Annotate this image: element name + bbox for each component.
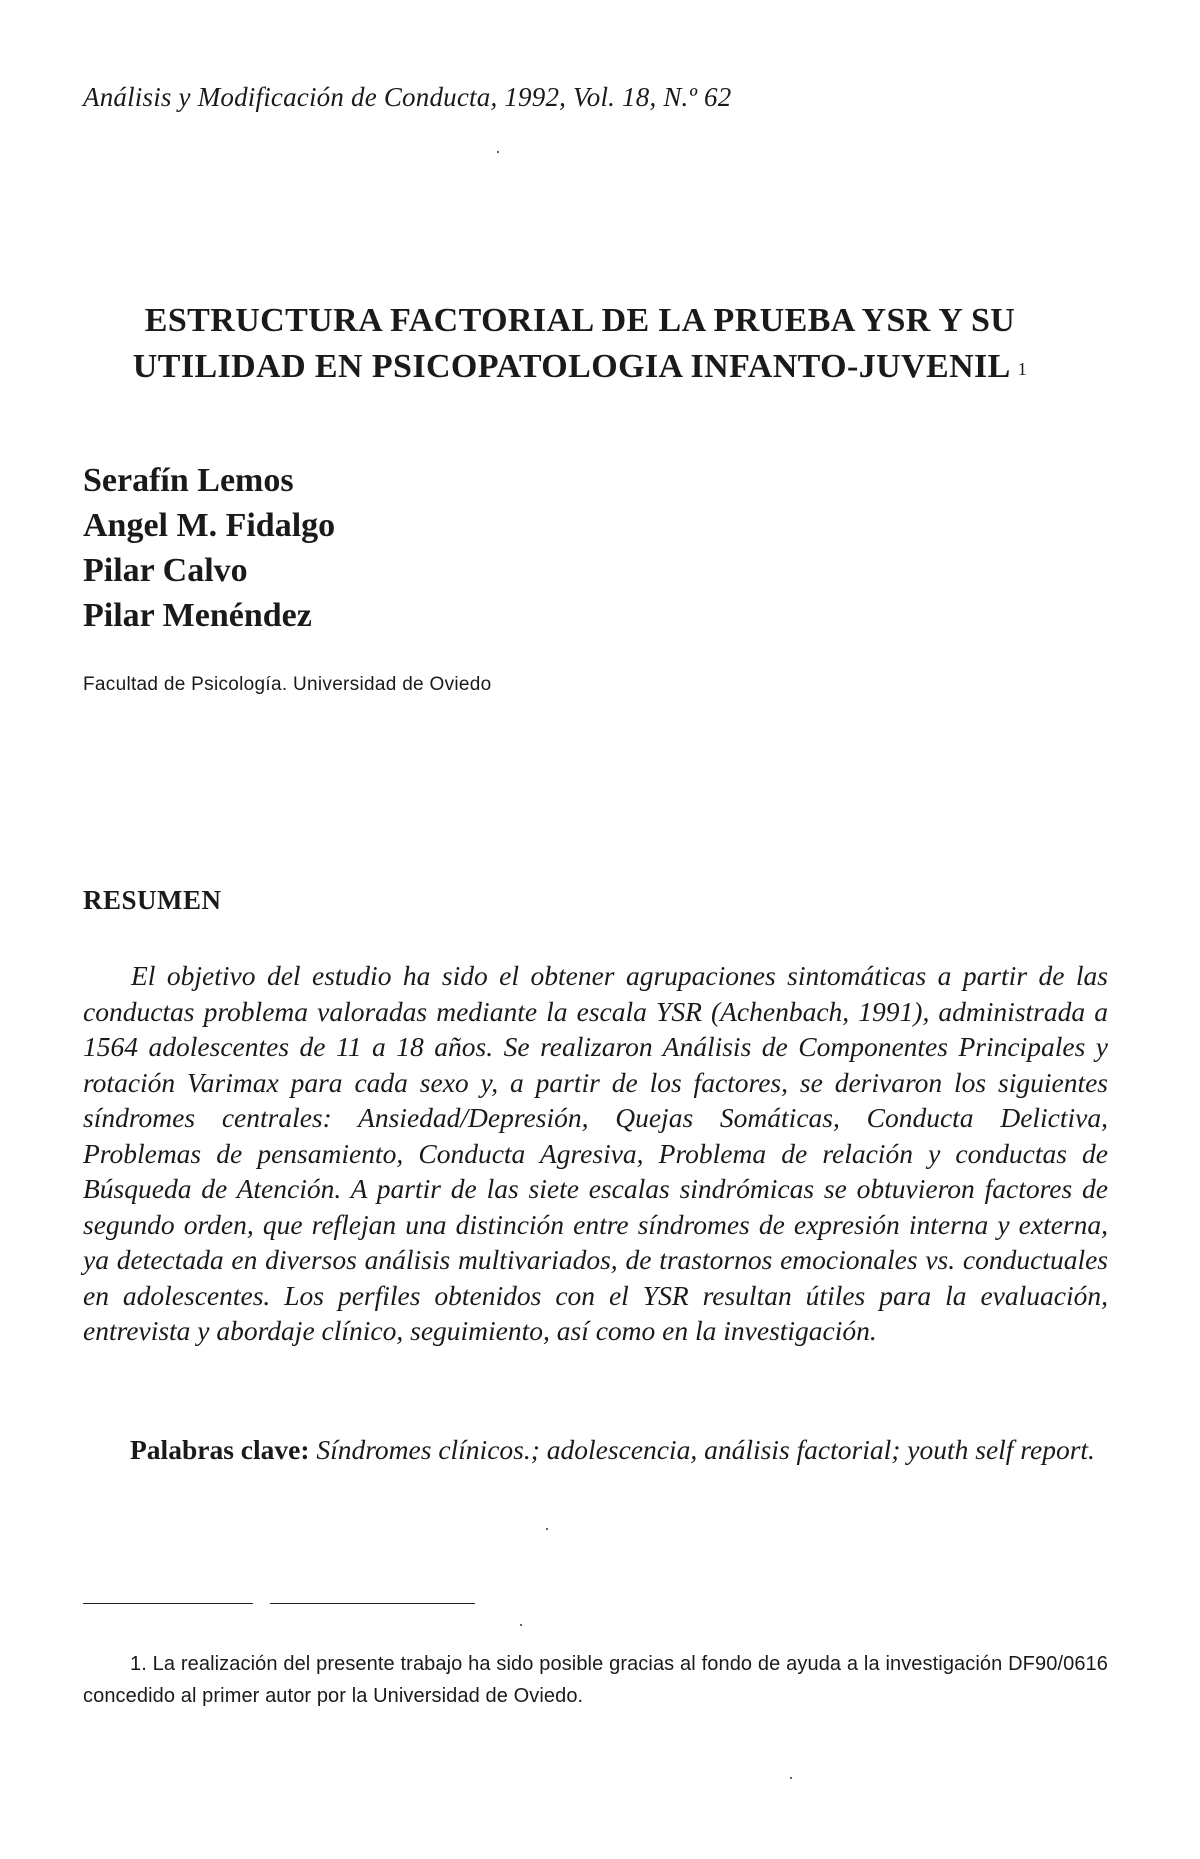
keywords-label: Palabras clave:: [130, 1434, 310, 1465]
author-name: Angel M. Fidalgo: [83, 507, 336, 544]
footnote-rule: [270, 1603, 475, 1604]
abstract-body: El objetivo del estudio ha sido el obtener agrupaciones sintomáticas a partir de las conductas problema valoradas mediante la escala YSR (Achenbach, 1991), administrada a 1564 adolescentes de 11 a 18 años. Se realizaron Análisis de Componentes Principales y rotación Varimax para cada sexo y, a partir de los factores, se derivaron los siguientes síndromes centrales: Ansiedad/Depresión, Quejas Somáticas, Conducta Delictiva, Problemas de pensamiento, Conducta Agresiva, Problema de relación y conductas de Búsqueda de Atención. A partir de las siete escalas sindrómicas se obtuvieron factores de segundo orden, que reflejan una distinción entre síndromes de expresión interna y externa, ya detectada en diversos análisis multivariados, de trastornos emocionales vs. conductuales en adolescentes. Los perfiles obtenidos con el YSR resultan útiles para la evaluación, entrevista y abordaje clínico, seguimiento, así como en la investigación.: [83, 960, 1108, 1346]
keywords: [83, 1432, 1108, 1468]
article-title: [60, 298, 1100, 390]
scan-speck: [497, 151, 499, 153]
scan-speck: [546, 1528, 548, 1530]
running-header: Análisis y Modificación de Conducta, 1992, Vol. 18, N.º 62: [83, 82, 732, 112]
author-name: Serafín Lemos: [83, 462, 294, 499]
author-list: [83, 458, 335, 638]
footnote-rule: [83, 1603, 253, 1604]
footnote: 1. La realización del presente trabajo ha sido posible gracias al fondo de ayuda a la investigación DF90/0616 concedido al primer autor por la Universidad de Oviedo.: [83, 1653, 1108, 1707]
scan-speck: [520, 1624, 522, 1626]
author-name: Pilar Calvo: [83, 552, 248, 589]
title-footnote-mark[interactable]: 1: [1017, 359, 1028, 379]
affiliation: Facultad de Psicología. Universidad de Oviedo: [83, 674, 492, 695]
title-line-2-text: UTILIDAD EN PSICOPATOLOGIA INFANTO-JUVENIL: [132, 348, 1009, 385]
title-line-2: [60, 344, 1100, 390]
author-name: Pilar Menéndez: [83, 597, 312, 634]
scan-speck: [790, 1777, 792, 1779]
keywords-list: Síndromes clínicos.; adolescencia, análisis factorial; youth self report.: [316, 1434, 1095, 1465]
abstract-heading: RESUMEN: [83, 885, 222, 915]
title-line-1: ESTRUCTURA FACTORIAL DE LA PRUEBA YSR Y SU: [144, 302, 1016, 339]
